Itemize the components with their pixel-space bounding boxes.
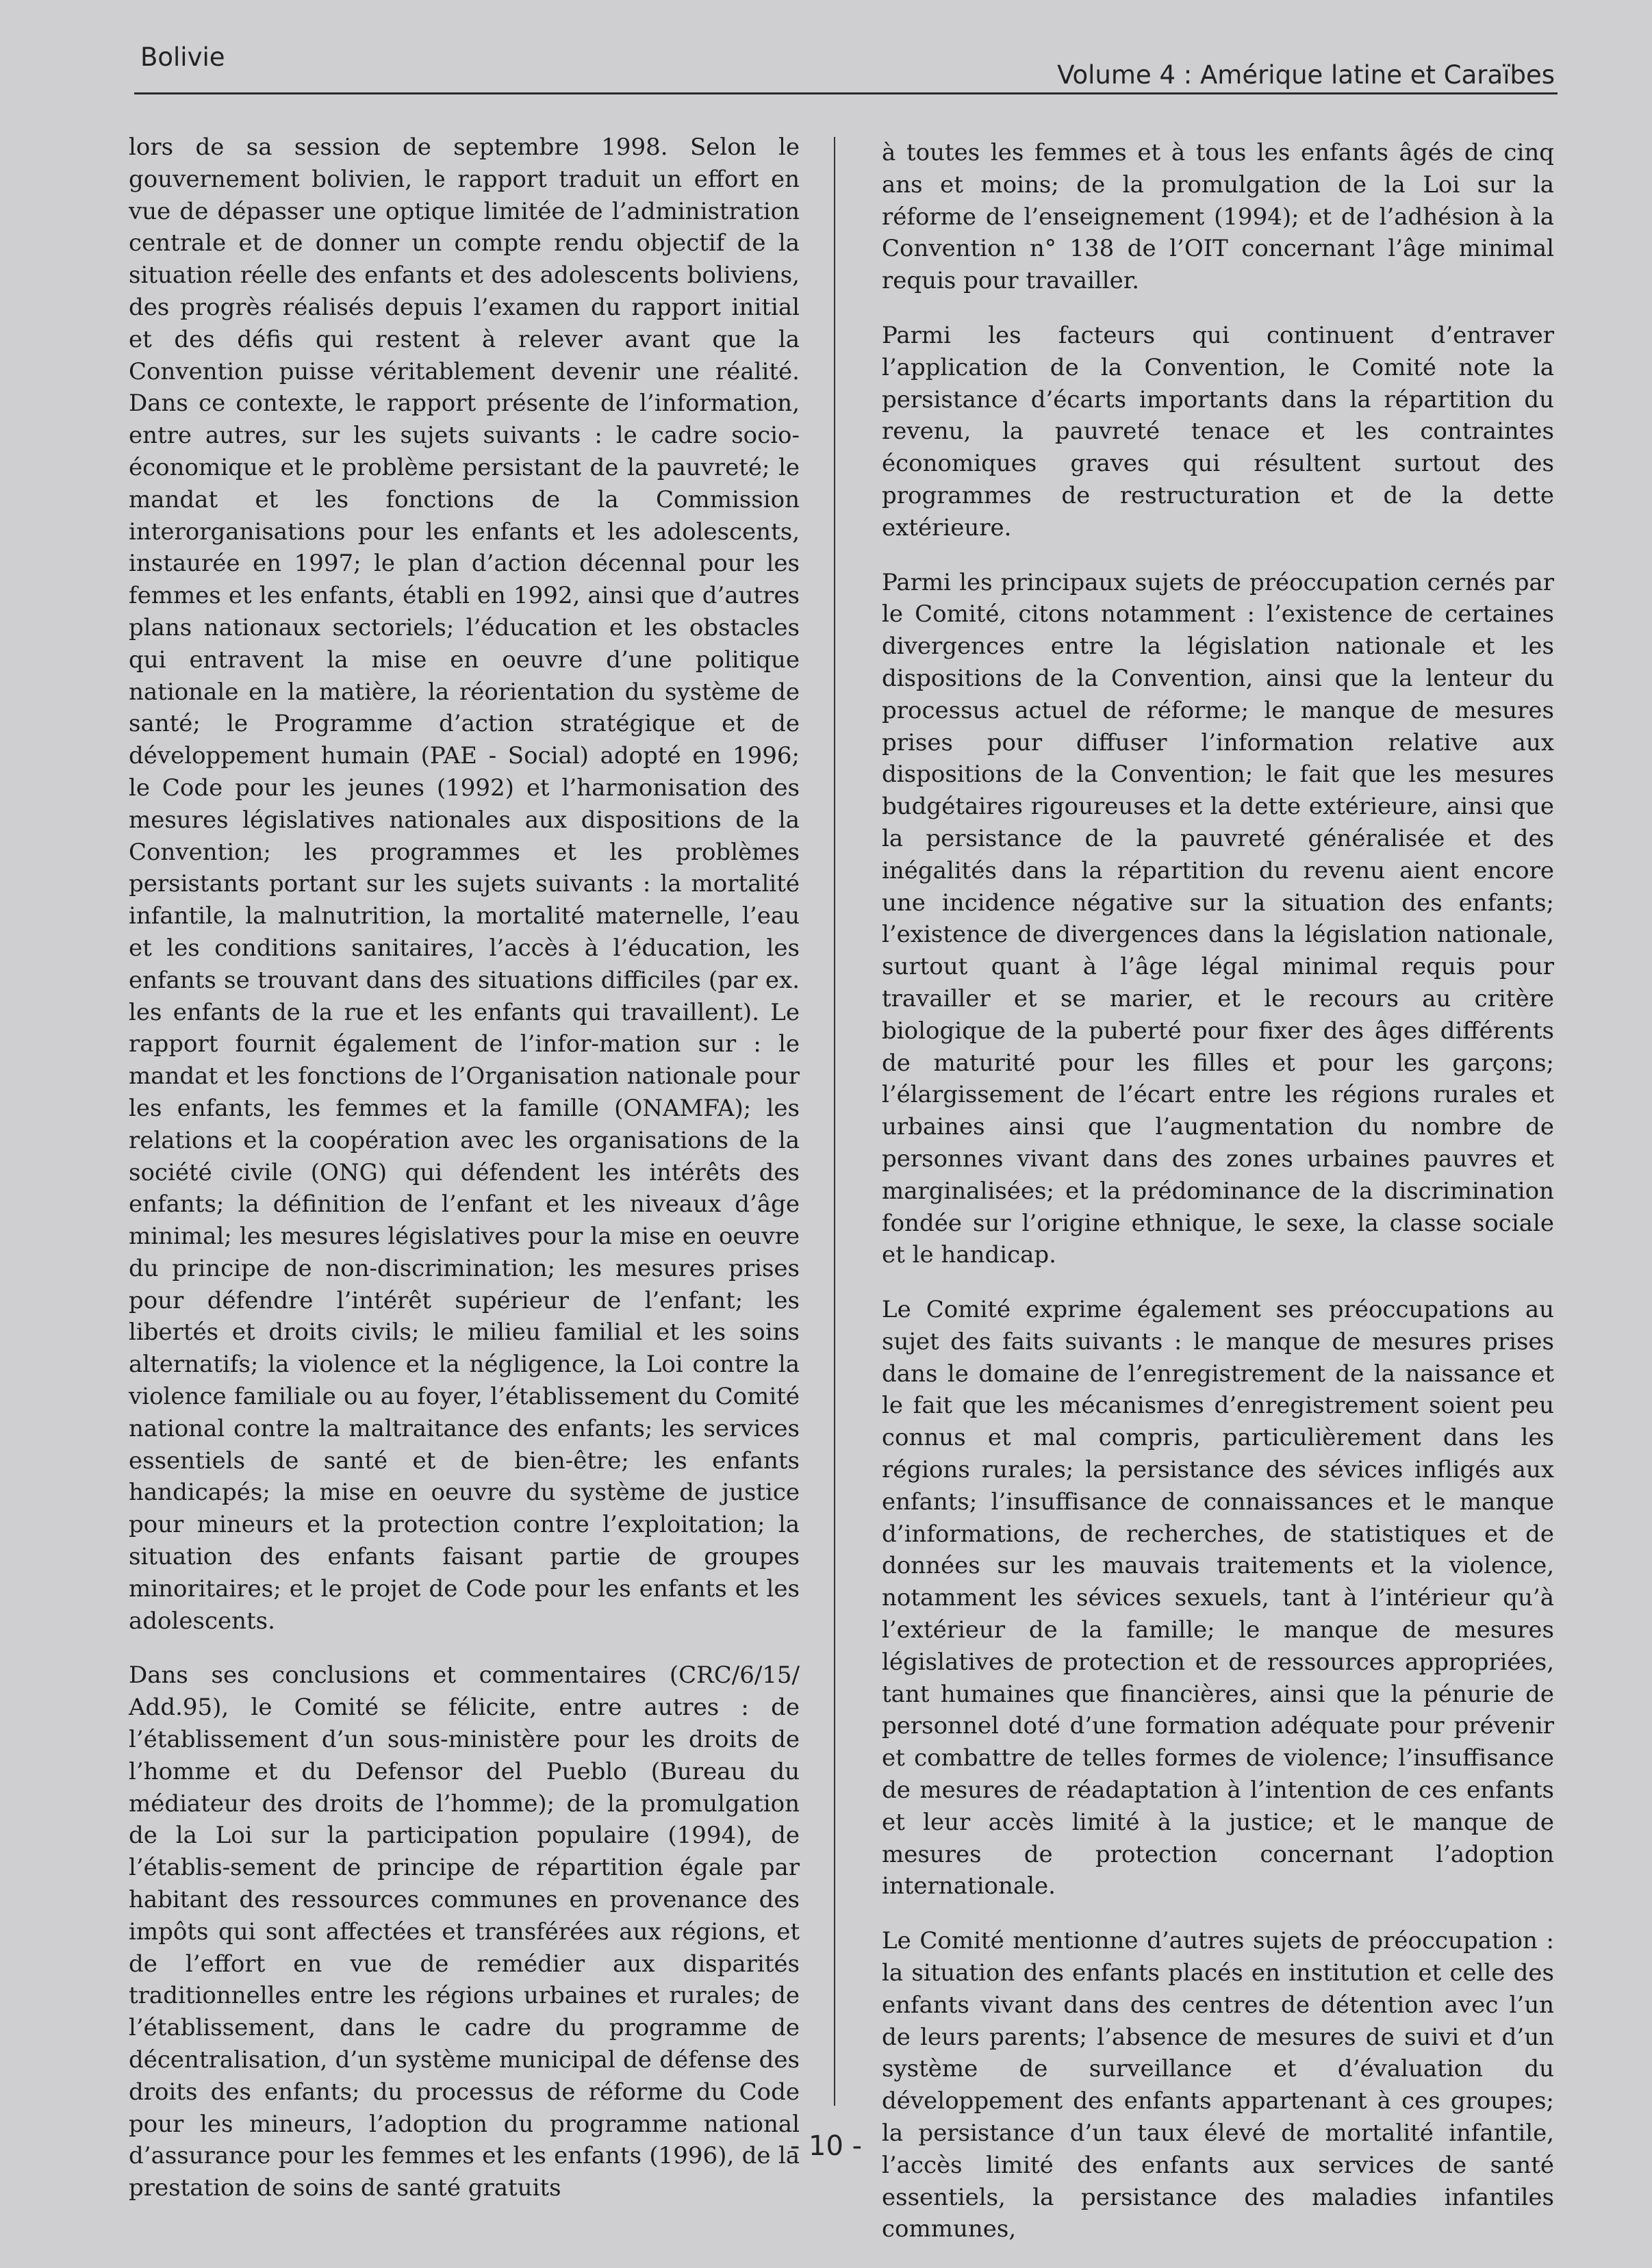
header-rule [134, 92, 1558, 94]
paragraph: Parmi les principaux sujets de préoccupation cernés par le Comité, citons notamment : l’existence de certaines divergences entre la législation nationale et les dispositions de la Convention, ainsi que la lenteur du processus actuel de réforme; le manque de mesures prises pour diffuser l’information relative aux dispositions de la Convention; le fait que les mesures budgétaires rigoureuses et la dette extérieure, ainsi que la persistance de la pauvreté généralisée et des inégalités dans la répartition du revenu aient encore une incidence négative sur la situation des enfants; l’existence de divergences dans la législation nationale, surtout quant à l’âge légal minimal requis pour travailler et se marier, et le recours au critère biologique de la puberté pour fixer des âges différents de maturité pour les filles et pour les garçons; l’élargissement de l’écart entre les régions rurales et urbaines ainsi que l’augmentation du nombre de personnes vivant dans des zones urbaines pauvres et marginalisées; et la prédominance de la discrimination fondée sur l’origine ethnique, le sexe, la classe sociale et le handicap. [882, 568, 1554, 1269]
column-divider [834, 137, 835, 2106]
running-header-country: Bolivie [140, 42, 225, 72]
left-column [129, 131, 800, 2227]
paragraph: Le Comité exprime également ses préoccupations au sujet des faits suivants : le manque de mesures prises dans le domaine de l’enregistrement de la naissance et le fait que les mécanismes d’enregistrement soient peu connus et mal compris, particulièrement dans les régions rurales; la persistance des sévices infligés aux enfants; l’insuffisance de connaissances et le manque d’informations, de recherches, de statistiques et de données sur les mauvais traitements et la violence, notamment les sévices sexuels, tant à l’intérieur qu’à l’extérieur de la famille; le manque de mesures législatives de protection et de ressources appropriées, tant humaines que financières, ainsi que la pénurie de personnel doté d’une formation adéquate pour prévenir et combattre de telles formes de violence; l’insuffisance de mesures de réadaptation à l’intention de ces enfants et leur accès limité à la justice; et le manque de mesures de protection concernant l’adoption internationale. [882, 1296, 1554, 1900]
paragraph: Parmi les facteurs qui continuent d’entraver l’application de la Convention, le Comité note la persistance d’écarts importants dans la répartition du revenu, la pauvreté tenace et les contraintes économiques graves qui résultent surtout des programmes de restructuration et de la dette extérieure. [882, 321, 1554, 541]
paragraph: lors de sa session de septembre 1998. Selon le gouvernement bolivien, le rapport traduit un effort en vue de dépasser une optique limitée de l’administration centrale et de donner un compte rendu objectif de la situation réelle des enfants et des adolescents boliviens, des progrès réalisés depuis l’examen du rapport initial et des défis qui restent à relever avant que la Convention puisse véritablement devenir une réalité. Dans ce contexte, le rapport présente de l’information, entre autres, sur les sujets suivants : le cadre socio-économique et le problème persistant de la pauvreté; le mandat et les fonctions de la Commission interorganisations pour les enfants et les adolescents, instaurée en 1997; le plan d’action décennal pour les femmes et les enfants, établi en 1992, ainsi que d’autres plans nationaux sectoriels; l’éducation et les obstacles qui entravent la mise en oeuvre d’une politique nationale en la matière, la réorientation du système de santé; le Programme d’action stratégique et de développement humain (PAE - Social) adopté en 1996; le Code pour les jeunes (1992) et l’harmonisation des mesures législatives nationales aux dispositions de la Convention; les programmes et les problèmes persistants portant sur les sujets suivants : la mortalité infantile, la malnutrition, la mortalité maternelle, l’eau et les conditions sanitaires, l’accès à l’éducation, les enfants se trouvant dans des situations difficiles (par ex. les enfants de la rue et les enfants qui travaillent). Le rapport fournit également de l’infor-mation sur : le mandat et les fonctions de l’Organisation nationale pour les enfants, les femmes et la famille (ONAMFA); les relations et la coopération avec les organisations de la société civile (ONG) qui défendent les intérêts des enfants; la définition de l’enfant et les niveaux d’âge minimal; les mesures législatives pour la mise en oeuvre du principe de non-discrimination; les mesures prises pour défendre l’intérêt supérieur de l’enfant; les libertés et droits civils; le milieu familial et les soins alternatifs; la violence et la négligence, la Loi contre la violence familiale ou au foyer, l’établissement du Comité national contre la maltraitance des enfants; les services essentiels de santé et de bien-être; les enfants handicapés; la mise en oeuvre du système de justice pour mineurs et la protection contre l’exploitation; la situation des enfants faisant partie de groupes minoritaires; et le projet de Code pour les enfants et les adolescents. [129, 133, 800, 1635]
paragraph: à toutes les femmes et à tous les enfants âgés de cinq ans et moins; de la promulgation de la Loi sur la réforme de l’enseignement (1994); et de l’adhésion à la Convention n° 138 de l’OIT concernant l’âge minimal requis pour travailler. [882, 139, 1554, 295]
running-header-volume: Volume 4 : Amérique latine et Caraïbes [1057, 60, 1555, 90]
right-column [882, 137, 1554, 2268]
paragraph: Le Comité mentionne d’autres sujets de préoccupation : la situation des enfants placés en institution et celle des enfants vivant dans des centres de détention avec l’un de leurs parents; l’absence de mesures de suivi et d’un système de surveillance et d’évaluation du développement des enfants appartenant à ces groupes; la persistance d’un taux élevé de mortalité infantile, l’accès limité des enfants aux services de santé essentiels, la persistance des maladies infantiles communes, [882, 1927, 1554, 2243]
paragraph: Dans ses conclusions et commentaires (CRC/6/15/ Add.95), le Comité se félicite, entre autres : de l’établissement d’un sous-ministère pour les droits de l’homme et du Defensor del Pueblo (Bureau du médiateur des droits de l’homme); de la promulgation de la Loi sur la participation populaire (1994), de l’établis-sement de principe de répartition égale par habitant des ressources communes en provenance des impôts qui sont affectées et transférées aux régions, et de l’effort en vue de remédier aux disparités traditionnelles entre les régions urbaines et rurales; de l’établissement, dans le cadre du programme de décentralisation, d’un système municipal de défense des droits des enfants; du processus de réforme du Code pour les mineurs, l’adoption du programme national d’assurance pour les femmes et les enfants (1996), de la prestation de soins de santé gratuits [129, 1661, 800, 2202]
page-number: - 10 - [789, 2130, 863, 2162]
